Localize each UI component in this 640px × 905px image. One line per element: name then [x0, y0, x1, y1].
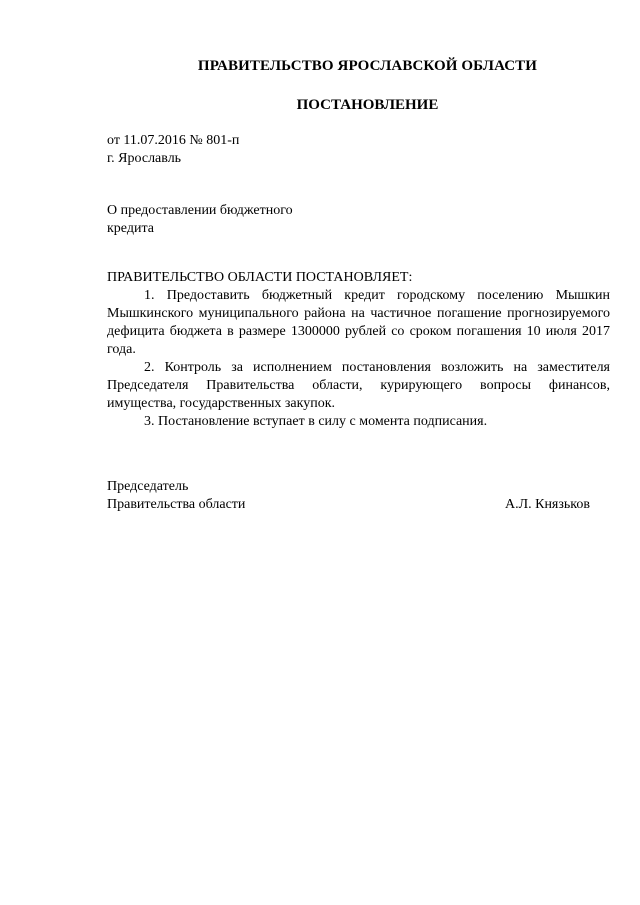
- decree-lead: ПРАВИТЕЛЬСТВО ОБЛАСТИ ПОСТАНОВЛЯЕТ:: [107, 270, 413, 285]
- signatory-name: А.Л. Князьков: [505, 497, 590, 512]
- decree-item-2: 2. Контроль за исполнением постановления возложить на заместителя Председателя Правительства области, курирующего вопросы финансов, имущества, государственных закупок.: [107, 360, 610, 411]
- document-subject: [107, 202, 367, 238]
- document-type-title: ПОСТАНОВЛЕНИЕ: [296, 97, 439, 113]
- document-meta: [107, 132, 239, 168]
- decree-item-1: 1. Предоставить бюджетный кредит городскому поселению Мышкин Мышкинского муниципального района на частичное погашение прогнозируемого дефицита бюджета в размере 1300000 рублей со сроком погашения 10 июля 2017 года.: [107, 288, 610, 357]
- document-body: [107, 269, 610, 431]
- signature-block: [107, 478, 590, 514]
- signature-row-2: [107, 496, 590, 514]
- authority-title: ПРАВИТЕЛЬСТВО ЯРОСЛАВСКОЙ ОБЛАСТИ: [197, 58, 538, 74]
- signature-row-1: [107, 478, 590, 496]
- signatory-title-line-1: Председатель: [107, 479, 189, 494]
- subject-line-2: кредита: [107, 221, 154, 236]
- city: г. Ярославль: [107, 151, 182, 166]
- subject-line-1: О предоставлении бюджетного: [107, 203, 293, 218]
- decree-item-3: 3. Постановление вступает в силу с момента подписания.: [144, 414, 488, 429]
- date-number: от 11.07.2016 № 801-п: [107, 133, 240, 148]
- signatory-title-line-2: Правительства области: [107, 497, 246, 512]
